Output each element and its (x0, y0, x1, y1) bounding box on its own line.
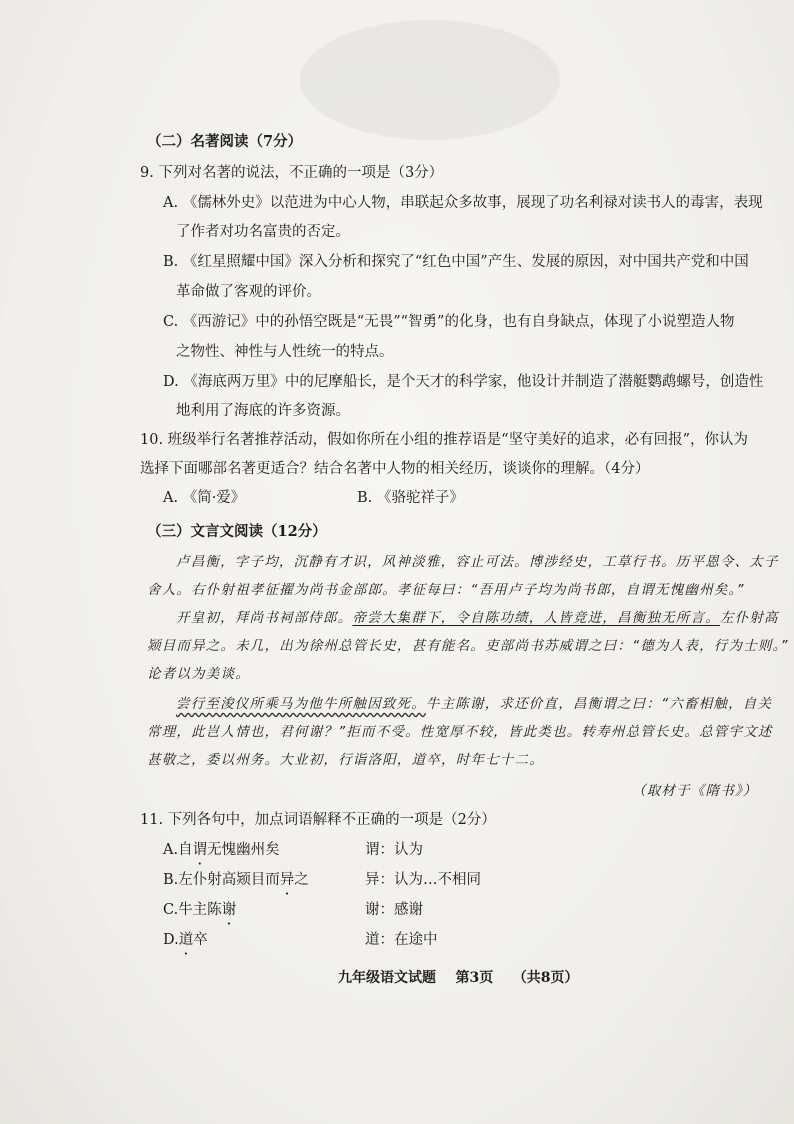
q10-option-b: B. 《骆驼祥子》 (357, 490, 464, 506)
q9-option-a-line1: A. 《儒林外史》以范进为中心人物，串联起众多故事，展现了功名利禄对读书人的毒害，表现 (163, 195, 763, 211)
passage-p3-line3: 甚敬之，委以州务。大业初，行诣洛阳，道卒，时年七十二。 (147, 752, 544, 768)
passage-underlined-sentence: 帝尝大集群下，令自陈功绩，人皆竞进，昌衡独无所言。 (352, 610, 720, 626)
passage-p2-line2: 颎目而异之。未几，出为徐州总管长史，甚有能名。吏部尚书苏威谓之曰：“德为人表，行为士则。” (147, 638, 789, 654)
q9-stem: 9. 下列对名著的说法，不正确的一项是（3分） (140, 165, 444, 181)
q10-stem-line1: 10. 班级举行名著推荐活动，假如你所在小组的推荐语是“坚守美好的追求，必有回报”，你认为 (140, 432, 748, 448)
passage-p2-text-c: 左仆射高 (719, 610, 779, 626)
footer-page-number: 第3页 (455, 970, 494, 986)
q11-dotted-word: 异 (279, 872, 295, 888)
q11-option-label: A. (163, 842, 179, 858)
q11-gloss-b: 异：认为…不相同 (365, 872, 481, 888)
q10-stem-line2: 选择下面哪部名著更适合？结合名著中人物的相关经历，谈谈你的理解。（4分） (140, 461, 650, 477)
q9-option-c-line2: 之物性、神性与人性统一的特点。 (176, 344, 394, 360)
footer-title: 九年级语文试题 (338, 970, 436, 986)
q11-option-d (163, 930, 208, 950)
q11-option-text: 无愧幽州矣 (207, 842, 280, 858)
q11-dotted-word: 谢 (221, 902, 237, 918)
passage-p3-text-b: 牛主陈谢，求还价直，昌衡谓之曰：“六畜相触，自关 (425, 696, 773, 712)
scan-smudge (300, 20, 560, 140)
passage-p2-line1 (176, 608, 779, 628)
q11-option-c (163, 900, 236, 920)
q9-option-a-line2: 了作者对功名富贵的否定。 (176, 224, 350, 240)
passage-p3-line2: 常理，此岂人情也，君何谢？”拒而不受。性宽厚不较，皆此类也。转寿州总管长史。总管宇文述 (147, 724, 773, 740)
q11-gloss-a: 谓：认为 (365, 842, 423, 858)
q9-option-c-line1: C. 《西游记》中的孙悟空既是“无畏”“智勇”的化身，也有自身缺点，体现了小说塑造人物 (163, 314, 735, 330)
page-footer (338, 968, 579, 988)
passage-p2-text-a: 开皇初，拜尚书祠部侍郎。 (176, 610, 353, 626)
q11-option-a (163, 840, 280, 860)
q11-gloss-c: 谢：感谢 (365, 902, 423, 918)
passage-p1-line2: 舍人。右仆射祖孝征擢为尚书金部郎。孝征每曰：“吾用卢子均为尚书郎，自谓无愧幽州矣。” (147, 582, 745, 598)
q9-option-d-line2: 地利用了海底的许多资源。 (176, 403, 350, 419)
section3-title: （三）文言文阅读（12分） (147, 523, 327, 540)
q11-option-label: D. (163, 932, 179, 948)
passage-p1-line1: 卢昌衡，字子均，沉静有才识，风神淡雅，容止可法。博涉经史，工草行书。历平恩令、太子 (176, 554, 779, 570)
q11-option-text: 自 (178, 842, 193, 858)
q11-option-text: 卒 (193, 932, 208, 948)
q11-option-text: 牛主陈 (178, 902, 222, 918)
passage-p3-line1 (176, 694, 772, 714)
q11-dotted-word: 谓 (192, 842, 208, 858)
q11-option-text: 之 (294, 872, 309, 888)
q11-gloss-d: 道：在途中 (365, 932, 438, 948)
q11-option-label: C. (163, 902, 179, 918)
q9-option-b-line2: 革命做了客观的评价。 (176, 284, 321, 300)
q11-dotted-word: 道 (178, 932, 194, 948)
q11-option-text: 左仆射高颎目而 (178, 872, 280, 888)
q11-option-label: B. (163, 872, 179, 888)
q9-option-d-line1: D. 《海底两万里》中的尼摩船长，是个天才的科学家，他设计并制造了潜艇鹦鹉螺号，创造性 (163, 374, 764, 390)
q11-stem: 11. 下列各句中，加点词语解释不正确的一项是（2分） (140, 812, 496, 828)
q11-option-b (163, 870, 309, 890)
passage-p2-line3: 论者以为美谈。 (147, 666, 250, 682)
section2-title: （二）名著阅读（7分） (147, 133, 303, 150)
q10-option-a: A. 《简·爱》 (163, 490, 246, 506)
footer-page-total: （共8页） (512, 970, 579, 986)
passage-wavy-sentence: 尝行至浚仪所乘马为他牛所触因致死。 (176, 696, 426, 712)
q9-option-b-line1: B. 《红星照耀中国》深入分析和探究了“红色中国”产生、发展的原因，对中国共产党和中国 (163, 254, 749, 270)
passage-source: （取材于《隋书》） (632, 783, 758, 799)
